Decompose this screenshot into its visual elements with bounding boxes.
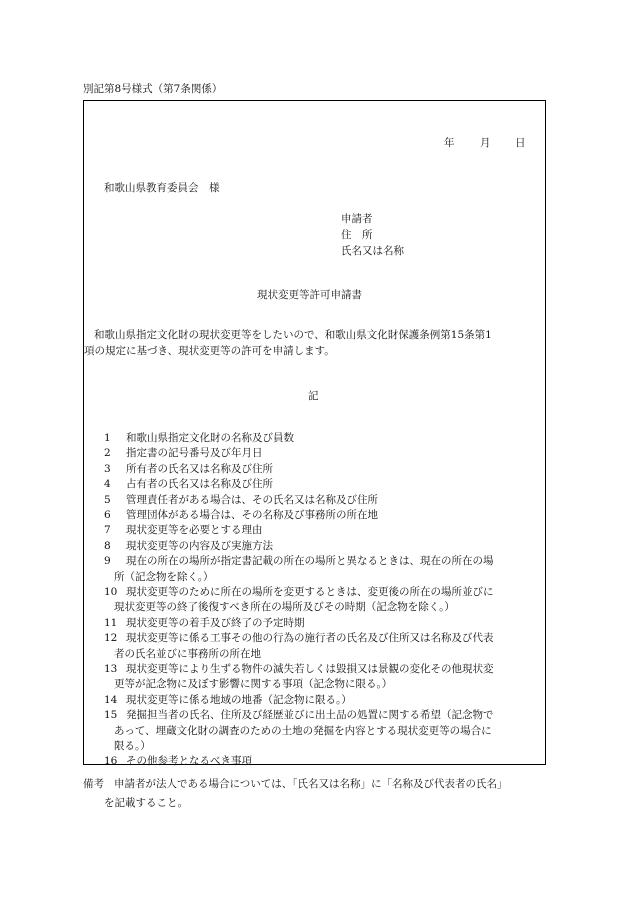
item-text: 現在の所在の場所が指定書記載の所在の場所と異なるときは、現在の所在の場 [126, 555, 494, 568]
item-continuation: 更等が記念物に及ぼす影響に関する事項（記念物に限る。） [114, 678, 393, 691]
list-item [104, 554, 494, 569]
item-number: 9 [104, 555, 111, 568]
item-continuation: 者の氏名並びに事務所の所在地 [114, 647, 261, 660]
item-number: 14 [104, 693, 118, 706]
item-number: 5 [104, 493, 111, 506]
item-number: 2 [104, 447, 111, 460]
date-year: 年 [444, 137, 455, 149]
item-text: 占有者の氏名又は名称及び住所 [126, 478, 273, 491]
item-continuation: 限る。） [114, 740, 151, 752]
note-line-2: を記載すること。 [104, 797, 188, 809]
list-item [104, 539, 273, 554]
item-text: 発掘担当者の氏名、住所及び経歴並びに出土品の処置に関する希望（記念物で [126, 709, 494, 722]
item-continuation: あって、埋蔵文化財の調査のための土地の発掘を内容とする現状変更等の場合に [114, 724, 492, 737]
applicant-name-label: 氏名又は名称 [341, 245, 404, 257]
item-number: 16 [104, 755, 118, 768]
list-item [104, 754, 252, 769]
item-text: 所有者の氏名又は名称及び住所 [126, 462, 273, 475]
date-month: 月 [480, 137, 491, 149]
item-text: 指定書の記号番号及び年月日 [126, 447, 263, 460]
list-item [104, 708, 494, 723]
item-text: 和歌山県指定文化財の名称及び員数 [126, 432, 294, 444]
ki-heading: 記 [308, 390, 319, 402]
applicant-address-label: 住 所 [341, 229, 373, 241]
body-line-2: 項の規定に基づき、現状変更等の許可を申請します。 [84, 345, 335, 357]
list-item [104, 431, 294, 446]
list-item [104, 508, 378, 523]
list-item [104, 616, 305, 631]
item-continuation: 現状変更等の終了後復すべき所在の場所及びその時期（記念物を除く。） [114, 601, 455, 614]
item-text: 現状変更等の内容及び実施方法 [126, 539, 273, 552]
item-number: 8 [104, 539, 111, 552]
list-item [104, 585, 494, 600]
item-number: 4 [104, 478, 111, 491]
item-number: 13 [104, 663, 118, 675]
item-number: 11 [104, 616, 118, 629]
form-number-label: 別記第8号様式（第7条関係） [83, 83, 223, 95]
item-number: 12 [104, 632, 118, 645]
item-text: 現状変更等に係る地域の地番（記念物に限る。） [126, 693, 352, 706]
list-item [104, 631, 494, 646]
list-item [104, 693, 352, 708]
item-number: 15 [104, 709, 118, 722]
list-item [104, 523, 263, 538]
list-item [104, 477, 273, 492]
item-number: 10 [104, 586, 118, 598]
item-text: 現状変更等を必要とする理由 [126, 524, 263, 537]
list-item [104, 462, 273, 477]
item-continuation: 所（記念物を除く。） [114, 570, 214, 583]
item-number: 6 [104, 509, 111, 521]
item-text: 管理責任者がある場合は、その氏名又は名称及び住所 [126, 493, 378, 506]
item-text: 現状変更等により生ずる物件の滅失若しくは毀損又は景観の変化その他現状変 [126, 663, 494, 675]
applicant-label: 申請者 [341, 213, 373, 225]
item-text: 現状変更等に係る工事その他の行為の施行者の氏名及び住所又は名称及び代表 [126, 632, 494, 645]
item-text: その他参考となるべき事項 [126, 755, 252, 768]
item-number: 1 [104, 432, 111, 444]
item-number: 7 [104, 524, 111, 537]
list-item [104, 493, 378, 508]
list-item [104, 662, 494, 677]
item-text: 管理団体がある場合は、その名称及び事務所の所在地 [126, 509, 378, 521]
item-text: 現状変更等のために所在の場所を変更するときは、変更後の所在の場所並びに [126, 586, 494, 598]
item-number: 3 [104, 462, 111, 475]
note-line-1: 申請者が法人である場合については、「氏名又は名称」に「名称及び代表者の氏名」 [114, 778, 508, 790]
document-title: 現状変更等許可申請書 [257, 289, 362, 301]
body-line-1: 和歌山県指定文化財の現状変更等をしたいので、和歌山県文化財保護条例第15条第1 [94, 329, 492, 341]
date-day: 日 [515, 137, 526, 149]
list-item [104, 446, 263, 461]
item-text: 現状変更等の着手及び終了の予定時期 [126, 616, 305, 629]
note-label: 備考 [83, 778, 104, 790]
addressee: 和歌山県教育委員会 様 [104, 182, 220, 194]
